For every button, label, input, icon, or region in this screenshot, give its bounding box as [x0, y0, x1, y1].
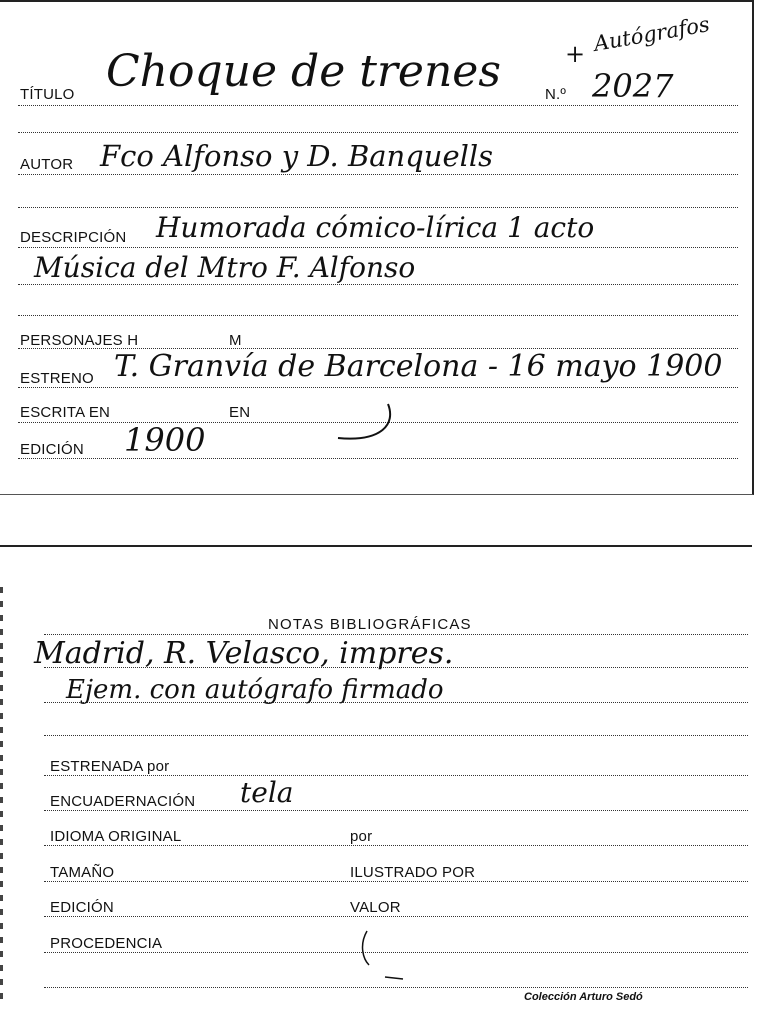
rule — [44, 916, 748, 917]
rule — [44, 735, 748, 736]
rule — [44, 634, 748, 635]
label-personajes: PERSONAJES H — [20, 332, 139, 349]
rule — [18, 315, 738, 316]
value-titulo: Choque de trenes — [106, 46, 501, 97]
card-edge — [0, 587, 3, 1007]
rule — [44, 987, 748, 988]
rule — [18, 247, 738, 248]
rule — [44, 810, 748, 811]
label-estreno: ESTRENO — [20, 370, 94, 387]
notes-line-2: Ejem. con autógrafo firmado — [66, 675, 444, 705]
annotation-autografos: Autógrafos — [592, 12, 712, 56]
pen-stroke — [330, 400, 400, 450]
value-encuadernacion: tela — [240, 776, 294, 809]
label-en: EN — [229, 404, 251, 421]
label-escrita-en: ESCRITA EN — [20, 404, 111, 421]
rule — [44, 775, 748, 776]
collection-footer: Colección Arturo Sedó — [524, 991, 643, 1003]
label-m: M — [229, 332, 242, 349]
value-descripcion-line2: Música del Mtro F. Alfonso — [34, 251, 416, 284]
label-autor: AUTOR — [20, 156, 74, 173]
label-tamano: TAMAÑO — [50, 864, 115, 881]
rule — [18, 207, 738, 208]
rule — [18, 174, 738, 175]
notes-line-1: Madrid, R. Velasco, impres. — [34, 636, 454, 671]
value-autor: Fco Alfonso y D. Banquells — [100, 139, 494, 173]
value-descripcion-line1: Humorada cómico-lírica 1 acto — [156, 211, 595, 244]
value-estreno: T. Granvía de Barcelona - 16 mayo 1900 — [114, 349, 723, 384]
rule — [44, 881, 748, 882]
rule — [18, 132, 738, 133]
label-estrenada-por: ESTRENADA por — [50, 758, 170, 775]
label-por: por — [350, 828, 373, 845]
catalog-card-main — [0, 0, 754, 495]
rule — [18, 105, 738, 106]
label-procedencia: PROCEDENCIA — [50, 935, 163, 952]
rule — [44, 845, 748, 846]
label-titulo: TÍTULO — [20, 86, 75, 103]
value-numero: 2027 — [592, 67, 674, 105]
label-ilustrado-por: ILUSTRADO POR — [350, 864, 476, 881]
label-descripcion: DESCRIPCIÓN — [20, 229, 127, 246]
cross-mark: + — [565, 40, 586, 68]
rule — [18, 387, 738, 388]
catalog-card-notes — [0, 545, 752, 1022]
label-valor: VALOR — [350, 899, 401, 916]
label-edicion: EDICIÓN — [20, 441, 84, 458]
label-idioma-original: IDIOMA ORIGINAL — [50, 828, 182, 845]
notes-heading: NOTAS BIBLIOGRÁFICAS — [268, 616, 472, 633]
value-edicion: 1900 — [124, 421, 206, 459]
label-edicion-2: EDICIÓN — [50, 899, 114, 916]
label-numero: N.º — [545, 86, 567, 103]
label-encuadernacion: ENCUADERNACIÓN — [50, 793, 196, 810]
rule — [18, 284, 738, 285]
pen-stroke — [355, 925, 415, 985]
